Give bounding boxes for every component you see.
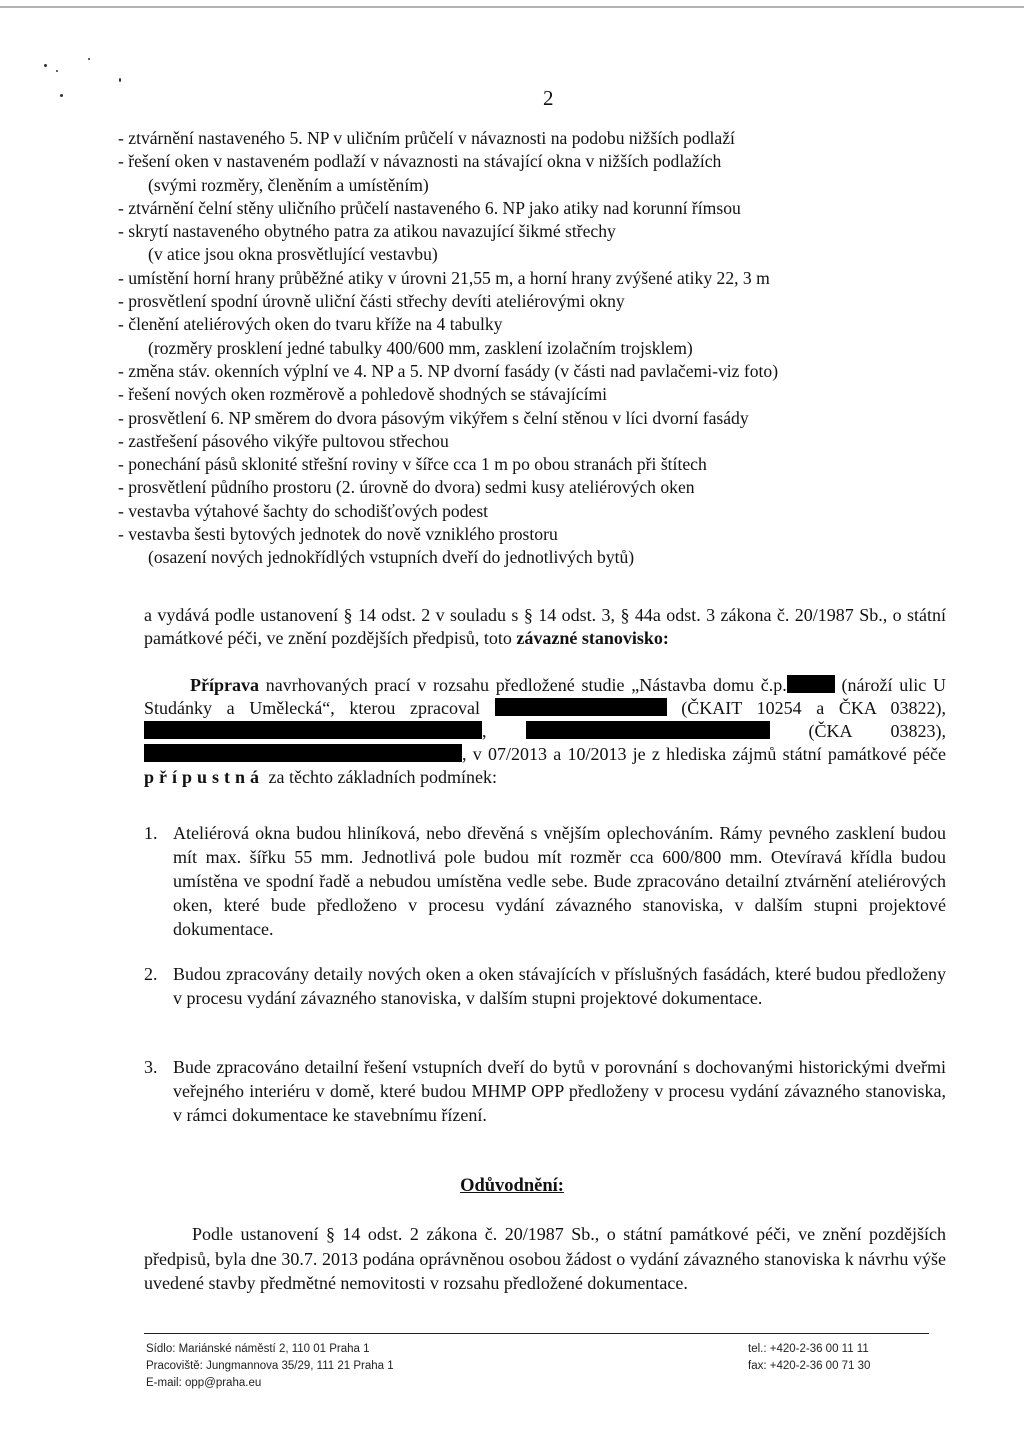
redaction-bar xyxy=(495,698,667,716)
condition-item: 2. Budou zpracovány detaily nových oken a oken stávajících v příslušných fasádách, které budou předloženy v procesu vydání závazného stanoviska, v dalším stupni projektové dokumentace. xyxy=(144,964,946,1008)
bullet-text: - ztvárnění čelní stěny uličního průčelí nastaveného 6. NP jako atiky nad korunní římsou xyxy=(118,197,741,218)
reasoning-paragraph: Podle ustanovení § 14 odst. 2 zákona č. 20/1987 Sb., o státní památkové péči, ve znění pozdějších předpisů, byla dne 30.7. 2013 podána oprávněnou osobou žádost o vydání závazného stanoviska k návrhu výše uvedené stavby předmětné nemovitosti v rozsahu předložené dokumentace. xyxy=(144,1224,946,1293)
bullet-text: - zastřešení pásového vikýře pultovou střechou xyxy=(118,430,449,451)
condition-list xyxy=(144,962,946,1010)
footer-seat: Sídlo: Mariánské náměstí 2, 110 01 Praha 1 xyxy=(146,1343,370,1355)
footer-tel: tel.: +420-2-36 00 11 11 xyxy=(748,1343,869,1355)
footer-divider xyxy=(144,1333,929,1334)
scan-edge-line xyxy=(0,6,1024,8)
footer-workplace: Pracoviště: Jungmannova 35/29, 111 21 Praha 1 xyxy=(146,1360,394,1372)
bullet-item xyxy=(118,150,918,197)
bullet-text: - řešení oken v nastaveném podlaží v návaznosti na stávající okna v nižších podlažích xyxy=(118,151,722,172)
bullet-item xyxy=(118,197,918,220)
redaction-bar xyxy=(787,675,835,693)
bullet-text: - vestavba výtahové šachty do schodišťových podest xyxy=(118,500,489,521)
redaction-bar xyxy=(526,721,770,739)
bullet-text: - prosvětlení spodní úrovně uliční části střechy devíti ateliérovými okny xyxy=(118,291,625,312)
footer-contacts xyxy=(748,1341,870,1375)
reasoning-heading: Odůvodnění: xyxy=(460,1176,564,1196)
bullet-item xyxy=(118,430,918,453)
footer-email[interactable]: E-mail: opp@praha.eu xyxy=(146,1377,262,1389)
bullet-text: - změna stáv. okenních výplní ve 4. NP a 5. NP dvorní fasády (v části nad pavlačemi-viz foto) xyxy=(118,360,779,381)
bullet-text: - skrytí nastaveného obytného patra za atikou navazující šikmé střechy xyxy=(118,221,616,242)
condition-list xyxy=(144,1055,946,1127)
condition-list xyxy=(144,821,946,941)
bullet-text: - ponechání pásů sklonité střešní roviny v šířce cca 1 m po obou stranách při štítech xyxy=(118,454,707,475)
page-number: 2 xyxy=(543,86,554,110)
bullet-item xyxy=(118,360,918,383)
bullet-item xyxy=(118,407,918,430)
footer-fax: fax: +420-2-36 00 71 30 xyxy=(748,1360,871,1372)
condition-item: 1. Ateliérová okna budou hliníková, nebo dřevěná s vnějším oplechováním. Rámy pevného zasklení budou mít max. šířku 55 mm. Jednotlivá pole budou mít rozměr cca 600/800 mm. Otevíravá křídla budou umístěna ve spodní řadě a nebudou umístěna vedle sebe. Bude zpracováno detailní ztvárnění ateliérových oken, které bude předloženo v procesu vydání závazného stanoviska, v dalším stupni projektové dokumentace. xyxy=(144,823,946,939)
bullet-item xyxy=(118,476,918,499)
bullet-item xyxy=(118,220,918,267)
bullet-item xyxy=(118,453,918,476)
bullet-item xyxy=(118,290,918,313)
bullet-continuation: (v atice jsou okna prosvětlující vestavbu) xyxy=(148,244,438,265)
bullet-text: - prosvětlení 6. NP směrem do dvora pásovým vikýřem s čelní stěnou v líci dvorní fasády xyxy=(118,407,749,428)
bullet-text: - ztvárnění nastaveného 5. NP v uličním průčelí v návaznosti na podobu nižších podlaží xyxy=(118,128,735,148)
bullet-item xyxy=(118,267,918,290)
bullet-text: - prosvětlení půdního prostoru (2. úrovně do dvora) sedmi kusy ateliérových oken xyxy=(118,477,695,498)
redaction-bar xyxy=(144,721,482,739)
condition-item: 3. Bude zpracováno detailní řešení vstupních dveří do bytů v porovnání s dochovanými historickými dveřmi veřejného interiéru v domě, které budou MHMP OPP předloženy v procesu vydání závazného stanoviska, v rámci dokumentace ke stavebnímu řízení. xyxy=(144,1057,946,1125)
bullet-text: - umístění horní hrany průběžné atiky v úrovni 21,55 m, a horní hrany zvýšené atiky 22, 3 m xyxy=(118,267,770,288)
intro-paragraph: a vydává podle ustanovení § 14 odst. 2 v souladu s § 14 odst. 3, § 44a odst. 3 zákona č. 20/1987 Sb., o státní památkové péči, ve znění pozdějších předpisů, toto závazné stanovisko: xyxy=(144,605,946,648)
permission-paragraph: Příprava navrhovaných prací v rozsahu předložené studie „Nástavba domu č.p. (nároží ulic U Studánky a Umělecká“, kterou zpracoval (ČKAIT 10254 a ČKA 03822), , (ČKA 03823), , v 07/2013 a 10/2013 je z hlediska zájmů státní památkové péče přípustná za těchto základních podmínek: xyxy=(144,675,947,787)
bullet-item xyxy=(118,313,918,360)
project-changes-list xyxy=(118,127,918,570)
bullet-text: - vestavba šesti bytových jednotek do nově vzniklého prostoru xyxy=(118,524,558,545)
scan-specks xyxy=(24,18,144,118)
redaction-bar xyxy=(144,744,462,762)
bullet-item xyxy=(118,523,918,570)
bullet-text: - členění ateliérových oken do tvaru kříže na 4 tabulky xyxy=(118,314,503,335)
footer-address xyxy=(146,1341,394,1392)
bullet-continuation: (rozměry prosklení jedné tabulky 400/600 mm, zasklení izolačním trojsklem) xyxy=(148,337,693,358)
bullet-item xyxy=(118,500,918,523)
bullet-continuation: (svými rozměry, členěním a umístěním) xyxy=(148,174,429,195)
bullet-item xyxy=(118,127,918,150)
bullet-item xyxy=(118,383,918,406)
bullet-continuation: (osazení nových jednokřídlých vstupních dveří do jednotlivých bytů) xyxy=(148,547,635,568)
bullet-text: - řešení nových oken rozměrově a pohledově shodných se stávajícími xyxy=(118,384,608,405)
